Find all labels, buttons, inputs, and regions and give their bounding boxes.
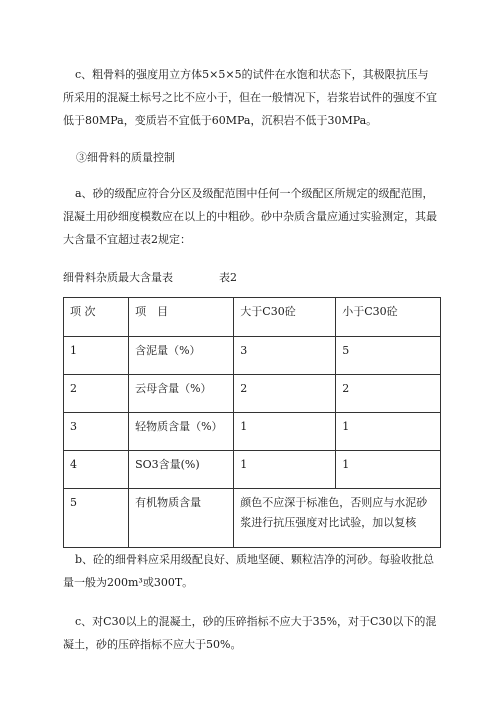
cell-no: 4 <box>64 451 129 489</box>
paragraph-river-sand: b、砼的细骨料应采用级配良好、质地坚硬、颗粒洁净的河砂。每验收批总量一般为200m³或300T。 <box>63 553 435 589</box>
impurity-limits-table <box>63 297 441 548</box>
header-cell-no: 项 次 <box>64 298 129 337</box>
cell-below-c30: 5 <box>336 337 441 375</box>
paragraph-coarse-aggregate-strength: c、粗骨料的强度用立方体5×5×5的试件在水饱和状态下，其极限抗压与所采用的混凝土标号之比不应小于，但在一般情况下，岩浆岩试件的强度不宜低于80MPa，变质岩不宜低于60MPa，沉积岩不低于30MPa。 <box>63 68 437 127</box>
cell-item: 含泥量（%） <box>129 337 234 375</box>
cell-above-c30: 2 <box>234 375 336 413</box>
cell-no: 1 <box>64 337 129 375</box>
cell-item: 云母含量（%） <box>129 375 234 413</box>
cell-below-c30: 1 <box>336 413 441 451</box>
cell-no: 2 <box>64 375 129 413</box>
paragraph-crushing-index: c、对C30以上的混凝土，砂的压碎指标不应大于35%，对于C30以下的混凝土，砂的压碎指标不应大于50%。 <box>63 615 437 651</box>
table-row <box>64 337 441 375</box>
cell-above-c30: 3 <box>234 337 336 375</box>
cell-organic-note: 颜色不应深于标准色，否则应与水泥砂浆进行抗压强度对比试验，加以复核 <box>234 489 441 548</box>
header-cell-below-c30: 小于C30砼 <box>336 298 441 337</box>
table-row <box>64 489 441 548</box>
cell-no: 3 <box>64 413 129 451</box>
section-heading-fine-aggregate: ③细骨料的质量控制 <box>76 151 175 164</box>
cell-below-c30: 1 <box>336 451 441 489</box>
table-header-row <box>64 298 441 337</box>
cell-item: 轻物质含量（%） <box>129 413 234 451</box>
table-row <box>64 413 441 451</box>
header-cell-item: 项 目 <box>129 298 234 337</box>
cell-above-c30: 1 <box>234 451 336 489</box>
table-number: 表2 <box>219 271 237 284</box>
cell-above-c30: 1 <box>234 413 336 451</box>
cell-below-c30: 2 <box>336 375 441 413</box>
table-caption <box>63 268 237 288</box>
cell-no: 5 <box>64 489 129 548</box>
table-row <box>64 375 441 413</box>
header-cell-above-c30: 大于C30砼 <box>234 298 336 337</box>
table-row <box>64 451 441 489</box>
paragraph-sand-grading: a、砂的级配应符合分区及级配范围中任何一个级配区所规定的级配范围，混凝土用砂细度模数应在以上的中粗砂。砂中杂质含量应通过实验测定，其最大含量不宜超过表2规定： <box>63 187 437 246</box>
cell-item: 有机物质含量 <box>129 489 234 548</box>
cell-item: SO3含量(%) <box>129 451 234 489</box>
table-caption-title: 细骨料杂质最大含量表 <box>63 271 173 284</box>
